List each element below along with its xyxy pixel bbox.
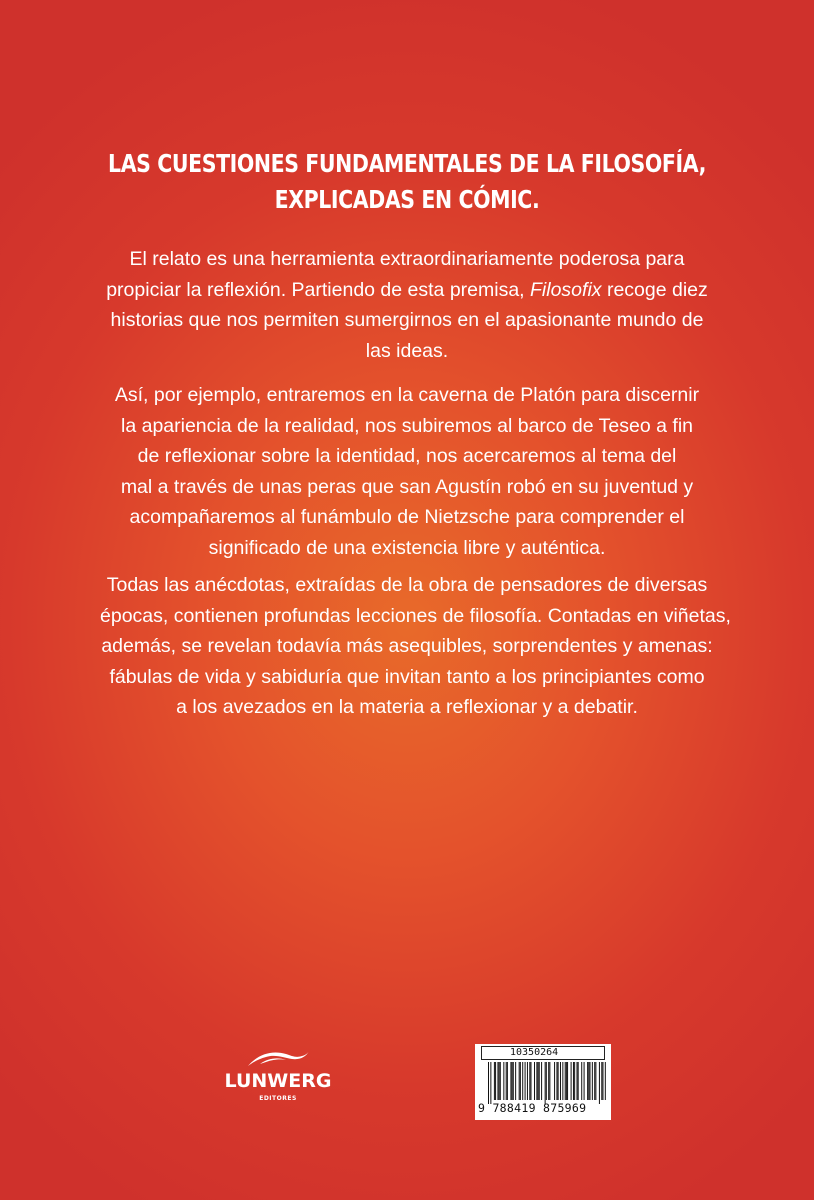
barcode-bar [503,1062,504,1100]
barcode-bar [534,1062,535,1100]
barcode-bar [520,1062,521,1100]
barcode-bar [566,1062,567,1100]
synopsis-paragraph-2 [100,380,714,563]
barcode-bar [594,1062,595,1100]
barcode-bar [562,1062,563,1100]
barcode-bar [522,1062,523,1100]
barcode-bar [556,1062,557,1100]
barcode-bar [495,1062,496,1100]
barcode-bar [589,1062,590,1100]
barcode-bar [494,1062,495,1100]
barcode-bar [587,1062,588,1100]
barcode-bars [488,1062,606,1104]
barcode-bar [499,1062,500,1100]
synopsis-paragraph-1 [100,244,714,366]
barcode-bar [573,1062,574,1100]
paragraph-line: fábulas de vida y sabiduría que invitan tanto a los principiantes como [109,665,705,688]
paragraph-text: recoge diez [601,278,708,301]
barcode-bar [536,1062,537,1100]
publisher-subtitle: EDITORES [259,1095,297,1102]
barcode-bar [519,1062,520,1100]
barcode-bar [560,1062,561,1100]
barcode-bar [539,1062,540,1100]
barcode-bar [515,1062,516,1100]
barcode-bar [565,1062,566,1100]
barcode-bar [599,1062,600,1104]
paragraph-text: propiciar la reflexión. Partiendo de esta premisa, [106,278,531,301]
barcode-bar [545,1062,546,1104]
barcode-bar [525,1062,526,1100]
barcode-bar [577,1062,578,1100]
paragraph-line: la apariencia de la realidad, nos subiremos al barco de Teseo a fin [121,414,693,437]
barcode-bar [506,1062,507,1100]
barcode-bar [490,1062,491,1104]
book-title: Filosofix [530,278,602,301]
barcode-bar [588,1062,589,1100]
paragraph-line: acompañaremos al funámbulo de Nietzsche para comprender el [129,506,685,528]
swoosh-icon [246,1048,310,1070]
paragraph-line: significado de una existencia libre y auténtica. [208,536,606,559]
barcode [475,1044,611,1120]
barcode-bar [601,1062,602,1100]
headline-line-2: EXPLICADAS EN CÓMIC. [274,185,540,214]
barcode-code: 10350264 [481,1046,605,1060]
publisher-logo [212,1048,344,1108]
paragraph-line: a los avezados en la materia a reflexionar y a debatir. [176,696,638,718]
synopsis-paragraph-3 [100,570,731,723]
barcode-bar [605,1062,606,1100]
paragraph-line: de reflexionar sobre la identidad, nos acercaremos al tema del [137,445,677,467]
paragraph-line: Todas las anécdotas, extraídas de la obra de pensadores de diversas [106,574,708,596]
barcode-bar [549,1062,550,1100]
barcode-bar [548,1062,549,1100]
paragraph-line: El relato es una herramienta extraordinariamente poderosa para [129,248,685,270]
barcode-bar [595,1062,596,1100]
headline-line-1: LAS CUESTIONES FUNDAMENTALES DE LA FILOSOFÍA, [108,149,706,178]
barcode-bar [578,1062,579,1100]
barcode-bar [527,1062,528,1100]
barcode-bar [558,1062,559,1100]
paragraph-line: historias que nos permiten sumergirnos en el apasionante mundo de [110,309,704,331]
barcode-bar [500,1062,501,1100]
barcode-bar [592,1062,593,1100]
barcode-bar [497,1062,498,1100]
barcode-bar [546,1062,547,1100]
barcode-bar [584,1062,585,1100]
headline [73,146,740,218]
barcode-bar [513,1062,514,1100]
barcode-bar [530,1062,531,1100]
barcode-bar [538,1062,539,1100]
barcode-bar [571,1062,572,1100]
barcode-bar [507,1062,508,1100]
barcode-bar [581,1062,582,1100]
paragraph-line: las ideas. [365,339,449,362]
paragraph-line: épocas, contienen profundas lecciones de filosofía. Contadas en viñetas, [100,604,731,627]
barcode-bar [488,1062,489,1104]
barcode-bar [541,1062,542,1100]
barcode-bar [574,1062,575,1100]
barcode-bar [567,1062,568,1100]
barcode-bar [602,1062,603,1100]
barcode-isbn-digits: 9 788419 875969 [478,1101,587,1115]
paragraph-line: además, se revelan todavía más asequibles, sorprendentes y amenas: [101,635,713,657]
paragraph-line [100,275,714,306]
paragraph-line: mal a través de unas peras que san Agustín robó en su juventud y [120,475,694,498]
paragraph-line: Así, por ejemplo, entraremos en la caverna de Platón para discernir [114,384,700,406]
barcode-bar [510,1062,511,1100]
barcode-bar [512,1062,513,1100]
barcode-bar [554,1062,555,1100]
publisher-name: LUNWERG [224,1070,332,1092]
barcode-bar [529,1062,530,1100]
